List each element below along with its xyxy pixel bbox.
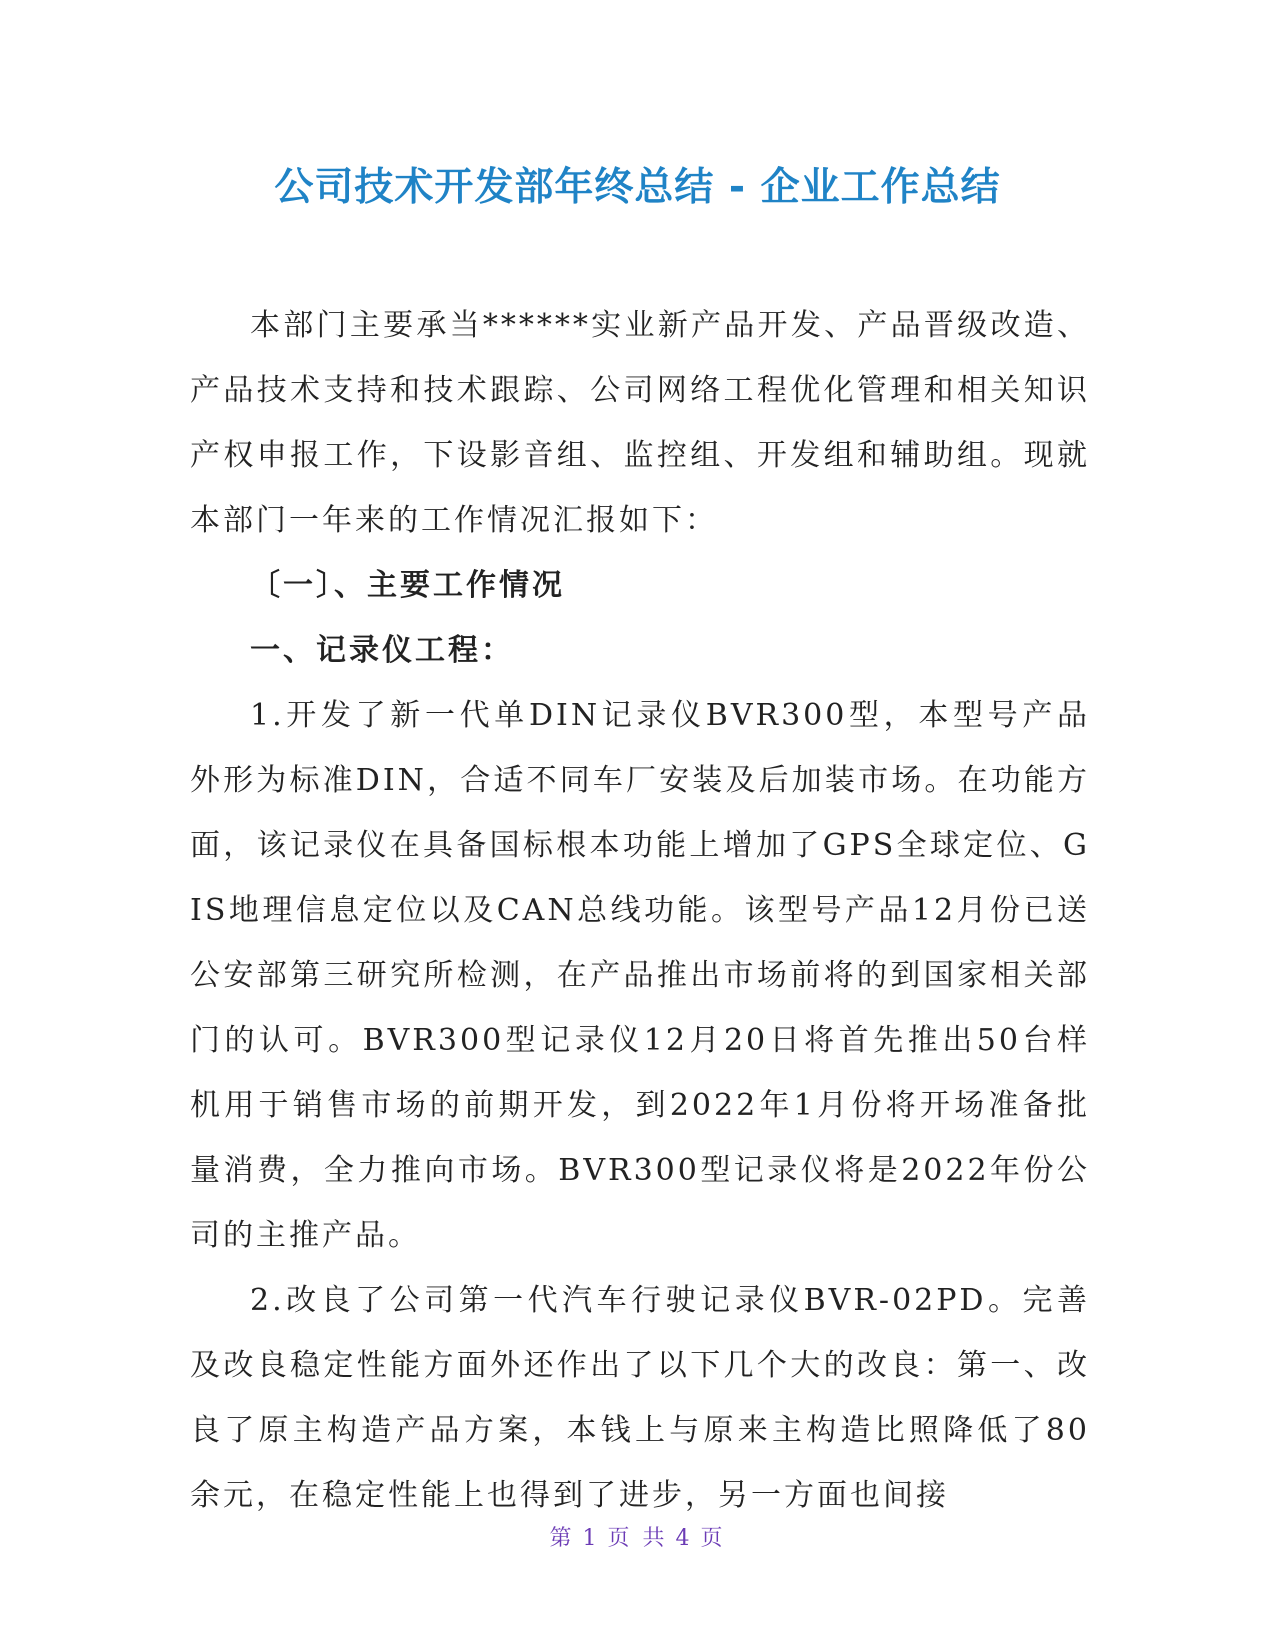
footer-suffix: 页: [700, 1526, 726, 1551]
intro-paragraph: 本部门主要承当******实业新产品开发、产品晋级改造、产品技术支持和技术跟踪、公司网络工程优化管理和相关知识产权申报工作，下设影音组、监控组、开发组和辅助组。现就本部门一年来的工作情况汇报如下：: [190, 308, 1090, 538]
footer-total-pages: 4: [675, 1526, 693, 1551]
footer-prefix: 第: [549, 1526, 575, 1551]
page-title: 公司技术开发部年终总结 - 企业工作总结: [274, 165, 1001, 210]
subsection-heading: 一、记录仪工程：: [250, 633, 514, 668]
section-heading: 〔一〕、主要工作情况: [250, 568, 565, 603]
item-2-paragraph: 2.改良了公司第一代汽车行驶记录仪BVR-02PD。完善及改良稳定性能方面外还作出了以下几个大的改良：第一、改良了原主构造产品方案，本钱上与原来主构造比照降低了80余元，在稳定性能上也得到了进步，另一方面也间接: [190, 1283, 1090, 1513]
footer-current-page: 1: [582, 1526, 600, 1551]
page-number-footer: [0, 1524, 1275, 1554]
footer-middle: 页 共: [607, 1526, 668, 1551]
document-body: [190, 293, 1090, 1528]
item-1-paragraph: 1.开发了新一代单DIN记录仪BVR300型，本型号产品外形为标准DIN，合适不同车厂安装及后加装市场。在功能方面，该记录仪在具备国标根本功能上增加了GPS全球定位、GIS地理信息定位以及CAN总线功能。该型号产品12月份已送公安部第三研究所检测，在产品推出市场前将的到国家相关部门的认可。BVR300型记录仪12月20日将首先推出50台样机用于销售市场的前期开发，到2022年1月份将开场准备批量消费，全力推向市场。BVR300型记录仪将是2022年份公司的主推产品。: [190, 698, 1090, 1253]
